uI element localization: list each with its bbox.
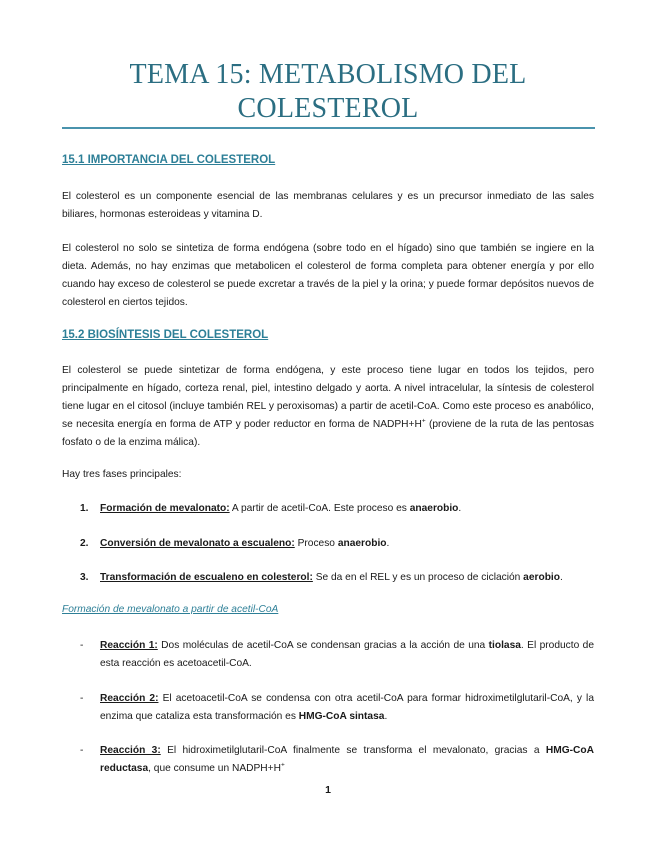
reaction-text-c: . El producto de esta reacción es acetoacetil-CoA. xyxy=(100,640,595,669)
section-2-p1-main: El colesterol se puede sintetizar de forma endógena, y este proceso tiene lugar en todos los tejidos, pero principalmente en hígado, corteza renal, piel, intestino delgado y aorta. A nivel intracelular, la síntesis de colesterol tiene lugar en el citosol (incluye también REL y peroxisomas) a partir de acetil-CoA. Como este proceso es anabólico, se necesita energía en forma de ATP y poder reductor en forma de NADPH+H xyxy=(62,365,594,430)
phase-end: . xyxy=(559,572,563,583)
phase-title: Transformación de escualeno en colesterol: xyxy=(100,572,313,583)
phase-bold: aerobio xyxy=(523,572,560,583)
title-divider xyxy=(62,127,595,129)
phase-text: Se da en el REL y es un proceso de ciclación xyxy=(312,572,524,583)
phases-intro: Hay tres fases principales: xyxy=(62,469,182,480)
phase-number: 1. xyxy=(80,503,89,514)
reaction-enzyme: HMG-CoA reductasa xyxy=(100,745,594,774)
reaction-enzyme: HMG-CoA sintasa xyxy=(298,711,385,722)
phase-title: Formación de mevalonato: xyxy=(100,503,230,514)
phase-item-2 xyxy=(80,535,594,553)
reaction-text-a: El hidroximetilglutaril-CoA finalmente se transforma el mevalonato, gracias a xyxy=(160,745,546,756)
title-line-1: TEMA 15: METABOLISMO DEL xyxy=(129,59,527,90)
phase-item-3 xyxy=(80,569,594,587)
title-line-2: COLESTEROL xyxy=(237,93,419,124)
phase-number: 2. xyxy=(80,538,89,549)
phase-item-1 xyxy=(80,500,594,518)
reaction-dash: - xyxy=(80,745,84,756)
section-2-paragraph-1 xyxy=(62,362,594,452)
reaction-sup: + xyxy=(280,761,285,769)
reaction-text-a: Dos moléculas de acetil-CoA se condensan gracias a la acción de una xyxy=(157,640,489,651)
reaction-title: Reacción 1: xyxy=(100,640,158,651)
section-2-p1-sup: + xyxy=(421,417,426,425)
section-2-heading: 15.2 BIOSÍNTESIS DEL COLESTEROL xyxy=(62,329,269,341)
reaction-text-c: . xyxy=(384,711,388,722)
reaction-dash: - xyxy=(80,693,84,704)
phase-bold: anaerobio xyxy=(409,503,459,514)
reaction-text-c: , que consume un NADPH+H xyxy=(148,763,281,774)
section-1-paragraph-2: El colesterol no solo se sintetiza de forma endógena (sobre todo en el hígado) sino que también se ingiere en la dieta. Además, no hay enzimas que metabolicen el colesterol de forma completa para obtener energía y por ello cuando hay exceso de colesterol se puede excretar a través de la piel y la orina; y puede formar depósitos nuevos de colesterol en ciertos tejidos. xyxy=(62,243,594,308)
section-1-paragraph-1: El colesterol es un componente esencial de las membranas celulares y es un precursor inmediato de las sales biliares, hormonas esteroideas y vitamina D. xyxy=(62,191,594,220)
phase-text: Proceso xyxy=(294,538,338,549)
reaction-title: Reacción 3: xyxy=(100,745,161,756)
reaction-item-2 xyxy=(80,690,594,726)
phase-title: Conversión de mevalonato a escualeno: xyxy=(100,538,295,549)
reaction-title: Reacción 2: xyxy=(100,693,159,704)
reaction-text-a: El acetoacetil-CoA se condensa con otra acetil-CoA para formar hidroximetilglutaril-CoA, y la enzima que cataliza esta transformación es xyxy=(100,693,594,722)
page-number: 1 xyxy=(325,784,331,796)
phase-bold: anaerobio xyxy=(337,538,387,549)
phase-text: A partir de acetil-CoA. Este proceso es xyxy=(229,503,410,514)
section-2-p1-tail: (proviene de la ruta de las pentosas fosfato o de la enzima málica). xyxy=(62,419,594,448)
reaction-item-3 xyxy=(80,742,594,778)
subsection-heading-mevalonato: Formación de mevalonato a partir de acetil-CoA xyxy=(62,604,279,615)
section-1-heading: 15.1 IMPORTANCIA DEL COLESTEROL xyxy=(62,154,276,166)
phase-end: . xyxy=(458,503,462,514)
reaction-item-1 xyxy=(80,637,594,673)
phase-number: 3. xyxy=(80,572,89,583)
reaction-dash: - xyxy=(80,640,84,651)
page-title xyxy=(62,58,594,126)
reaction-enzyme: tiolasa xyxy=(488,640,521,651)
phase-end: . xyxy=(386,538,390,549)
